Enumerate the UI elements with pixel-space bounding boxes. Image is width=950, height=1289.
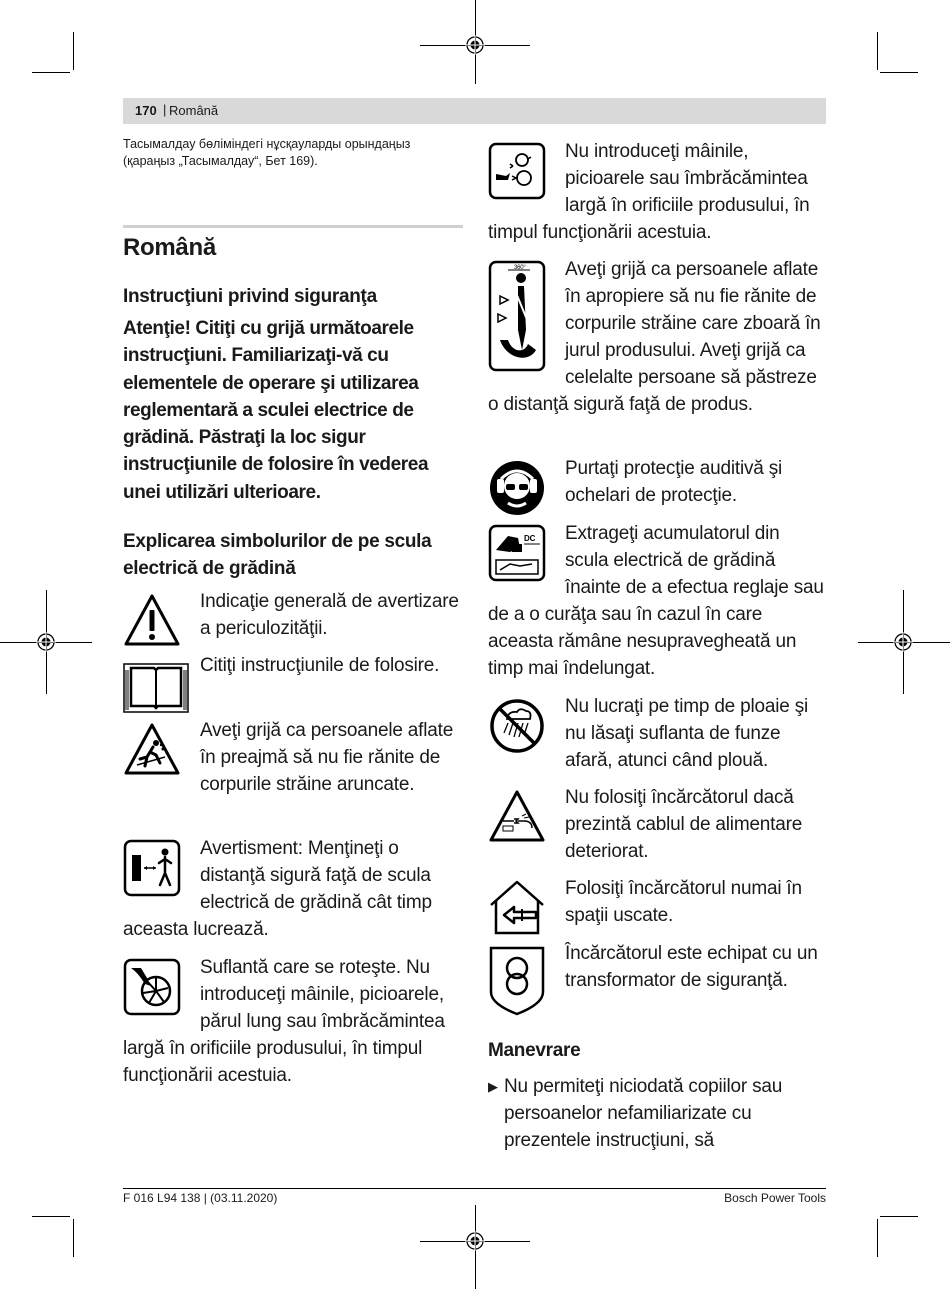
symbols-heading: Explicarea simbolurilor de pe scula electrică de grădină xyxy=(123,531,432,579)
symbol-text: Nu folosiţi încărcătorul dacă prezintă cablul de alimentare deteriorat. xyxy=(565,787,803,862)
footer-brand: Bosch Power Tools xyxy=(724,1191,826,1205)
registration-mark-icon xyxy=(36,632,56,652)
symbol-entry xyxy=(488,940,826,1020)
remove-battery-icon xyxy=(488,524,546,582)
header-separator: | xyxy=(163,102,167,117)
symbol-entry xyxy=(488,256,826,418)
registration-mark-icon xyxy=(465,1231,485,1251)
keep-distance-icon xyxy=(123,839,181,897)
footer-divider xyxy=(123,1188,826,1189)
bullet-text: Nu permiteţi niciodată copiilor sau persoanelor nefamiliarizate cu prezentele instrucţiuni, să xyxy=(504,1076,783,1151)
crop-mark xyxy=(877,1219,878,1257)
symbol-entry xyxy=(488,875,826,941)
symbol-text: Încărcătorul este echipat cu un transformator de siguranţă. xyxy=(565,943,818,991)
symbol-text: Nu introduceţi mâinile, picioarele sau îmbrăcămintea largă în orificiile produsului, în timpul funcţionării acestuia. xyxy=(488,141,810,243)
symbol-text: Avertisment: Menţineţi o distanţă sigură faţă de scula electrică de grădină cât timp aceasta lucrează. xyxy=(123,838,432,940)
safety-transformer-icon xyxy=(488,944,546,1016)
handling-heading: Manevrare xyxy=(488,1040,581,1061)
symbol-entry xyxy=(488,520,826,682)
page-header xyxy=(123,98,826,124)
symbol-entry xyxy=(488,455,826,521)
crop-mark xyxy=(32,72,70,73)
header-language: Română xyxy=(169,103,219,118)
symbol-entry xyxy=(488,784,826,865)
symbol-entry xyxy=(123,652,463,718)
general-warning-icon xyxy=(123,592,181,650)
ear-eye-protection-icon xyxy=(488,459,546,517)
no-rain-icon xyxy=(488,697,546,755)
no-hands-in-openings-icon xyxy=(488,142,546,200)
footer-doc-code: F 016 L94 138 | (03.11.2020) xyxy=(123,1191,278,1205)
crop-mark xyxy=(32,1216,70,1217)
symbol-entry xyxy=(123,954,463,1089)
svg-text:DC: DC xyxy=(524,534,536,543)
symbol-entry xyxy=(123,588,463,654)
section-title: Română xyxy=(123,234,216,261)
symbol-text: Purtaţi protecţie auditivă şi ochelari de protecţie. xyxy=(565,458,783,506)
registration-mark-icon xyxy=(465,35,485,55)
damaged-cable-icon xyxy=(488,788,546,846)
crop-mark xyxy=(880,1216,918,1217)
flying-debris-icon xyxy=(488,260,546,372)
rotating-fan-icon xyxy=(123,958,181,1016)
registration-mark-icon xyxy=(893,632,913,652)
read-manual-icon xyxy=(123,656,189,714)
symbol-entry xyxy=(488,693,826,774)
crop-mark xyxy=(73,1219,74,1257)
symbol-entry xyxy=(123,835,463,943)
symbol-text: Aveţi grijă ca persoanele aflate în apropiere să nu fie rănite de corpurile străine care zboară în jurul produsului. Aveţi grijă ca celelalte persoane să păstreze o distanţă sigură faţă de produs. xyxy=(488,259,821,415)
indoor-use-icon xyxy=(488,879,546,937)
page-number: 170 xyxy=(135,103,157,118)
symbol-text: Aveţi grijă ca persoanele aflate în preajmă să nu fie rănite de corpurile străine aruncate. xyxy=(200,720,454,795)
bullet-marker-icon: ▶ xyxy=(488,1079,498,1094)
symbol-text: Citiţi instrucţiunile de folosire. xyxy=(200,655,440,676)
symbol-text: Nu lucraţi pe timp de ploaie şi nu lăsaţi suflanta de funze afară, atunci când plouă. xyxy=(565,696,809,771)
safety-warning: Atenţie! Citiţi cu grijă următoarele instrucţiuni. Familiarizaţi-vă cu elementele de operare şi utilizarea reglementară a sculei electrice de grădină. Păstraţi la loc sigur instrucţiunile de folosire în vederea unei utilizări ulterioare. xyxy=(123,318,429,503)
symbol-entry xyxy=(488,138,826,246)
section-divider xyxy=(123,225,463,228)
crop-mark xyxy=(73,32,74,70)
thrown-objects-warning-icon xyxy=(123,721,181,779)
symbol-text: Suflantă care se roteşte. Nu introduceţi mâinile, picioarele, părul lung sau îmbrăcămintea largă în orificiile produsului, în timpul funcţionării acestuia. xyxy=(123,957,445,1086)
symbol-entry xyxy=(123,717,463,798)
safety-heading: Instrucţiuni privind siguranţa xyxy=(123,286,377,307)
symbol-text: Indicaţie generală de avertizare a periculozităţii. xyxy=(200,591,459,639)
crop-mark xyxy=(877,32,878,70)
handling-bullet xyxy=(488,1073,826,1154)
crop-mark xyxy=(880,72,918,73)
symbol-text: Extrageţi acumulatorul din scula electrică de grădină înainte de a efectua reglaje sau de a o curăţa sau în cazul în care aceasta rămâne nesupravegheată un timp mai îndelungat. xyxy=(488,523,824,679)
symbol-text: Folosiţi încărcătorul numai în spaţii uscate. xyxy=(565,878,802,926)
kazakh-note: Тасымалдау бөліміндегі нұсқауларды орындаңыз (қараңыз „Тасымалдау“, Бет 169). xyxy=(123,137,411,168)
svg-text:360°: 360° xyxy=(514,265,526,271)
